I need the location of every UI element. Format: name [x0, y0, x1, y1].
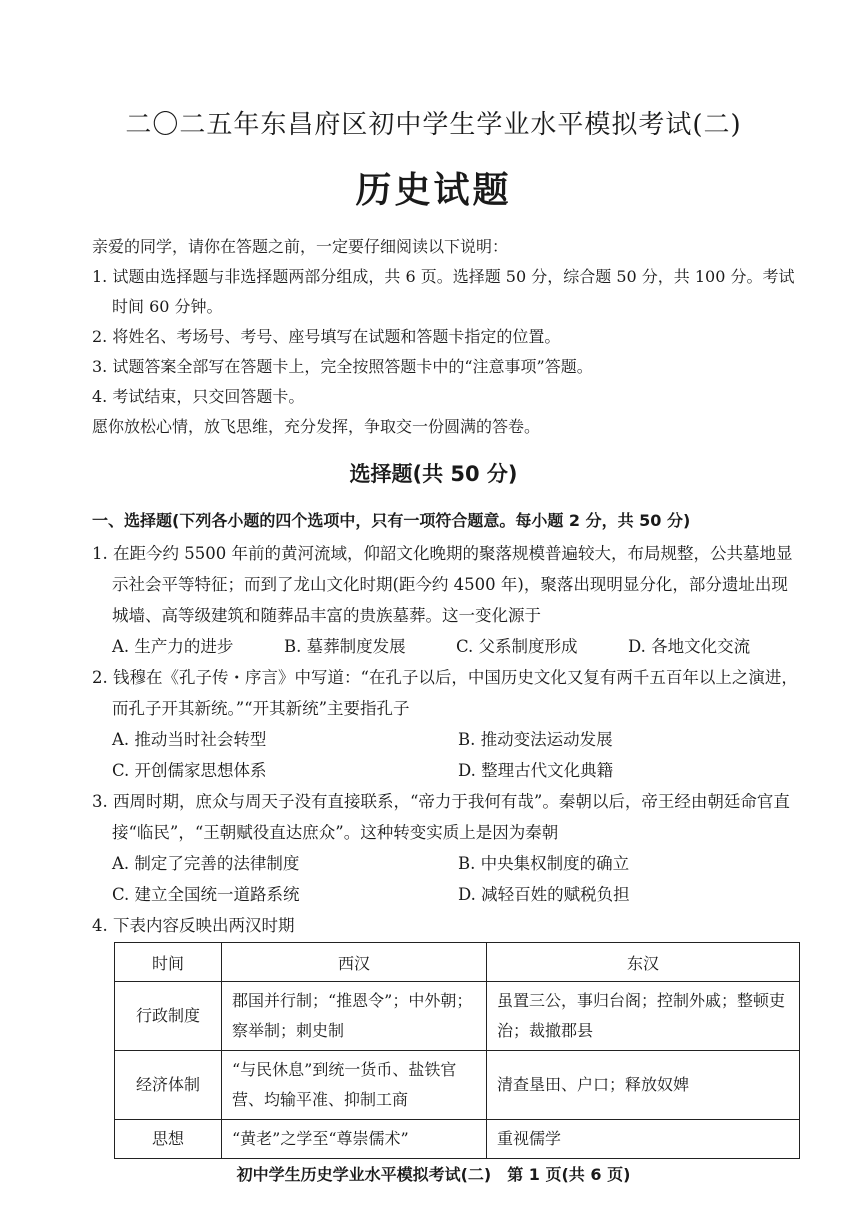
table-cell-line: 虽置三公，事归台阁；控制外戚；整顿吏	[497, 991, 786, 1010]
question-3-option-c: C. 建立全国统一道路系统	[112, 885, 300, 904]
instruction-item-4: 4. 考试结束，只交回答题卡。	[92, 387, 305, 406]
instruction-item-2: 2. 将姓名、考场号、考号、座号填写在试题和答题卡指定的位置。	[92, 327, 561, 346]
question-4-stem-line-1: 4. 下表内容反映出两汉时期	[92, 916, 295, 935]
part-heading: 一、选择题(下列各小题的四个选项中，只有一项符合题意。每小题 2 分，共 50 分)	[92, 511, 691, 530]
question-2-options-row-1	[92, 724, 804, 755]
page-footer: 初中学生历史学业水平模拟考试(二) 第 1 页(共 6 页)	[236, 1165, 631, 1184]
table-cell-line: 营、均输平准、抑制工商	[232, 1090, 409, 1109]
question-1-options	[92, 631, 804, 662]
question-1-option-a: A. 生产力的进步	[112, 637, 234, 656]
question-1-stem-line-2: 示社会平等特征；而到了龙山文化时期(距今约 4500 年)，聚落出现明显分化，部分遗址出现	[112, 575, 788, 594]
table-row	[115, 1051, 800, 1120]
question-2-option-a: A. 推动当时社会转型	[112, 730, 267, 749]
table-cell-line: 清查垦田、户口；释放奴婢	[497, 1075, 690, 1094]
question-3-option-a: A. 制定了完善的法律制度	[112, 854, 300, 873]
question-1-option-c: C. 父系制度形成	[456, 637, 578, 656]
question-3-options-row-2	[92, 879, 804, 910]
question-1-stem-line-3: 城墙、高等级建筑和随葬品丰富的贵族墓葬。这一变化源于	[112, 606, 541, 625]
question-1-option-b: B. 墓葬制度发展	[284, 637, 406, 656]
table-cell-line: “黄老”之学至“尊崇儒术”	[232, 1129, 409, 1148]
table-cell-eastern	[487, 1051, 800, 1120]
instructions-intro: 亲爱的同学，请你在答题之前，一定要仔细阅读以下说明：	[92, 237, 509, 256]
question-3	[92, 786, 804, 910]
question-3-option-d: D. 减轻百姓的赋税负担	[458, 885, 630, 904]
instruction-item-1-continued: 时间 60 分钟。	[112, 297, 223, 316]
table-row	[115, 982, 800, 1051]
section-title: 选择题(共 50 分)	[349, 462, 518, 486]
question-3-stem-line-2: 接“临民”，“王朝赋役直达庶众”。这种转变实质上是因为秦朝	[112, 823, 559, 842]
table-row-label: 思想	[115, 1120, 222, 1159]
table-header-eastern-han: 东汉	[487, 943, 800, 982]
instruction-item-3: 3. 试题答案全部写在答题卡上，完全按照答题卡中的“注意事项”答题。	[92, 357, 593, 376]
table-cell-western	[222, 1120, 487, 1159]
question-1-option-d: D. 各地文化交流	[628, 637, 751, 656]
table-cell-eastern	[487, 982, 800, 1051]
question-2	[92, 662, 804, 786]
question-1	[92, 538, 804, 662]
question-3-stem-line-1: 3. 西周时期，庶众与周天子没有直接联系，“帝力于我何有哉”。秦朝以后，帝王经由朝廷命官直	[92, 792, 790, 811]
instructions	[92, 232, 812, 442]
table-cell-line: 治；裁撤郡县	[497, 1021, 594, 1040]
question-1-stem-line-1: 1. 在距今约 5500 年前的黄河流域，仰韶文化晚期的聚落规模普遍较大，布局规整，公共墓地显	[92, 544, 793, 563]
table-row-label: 经济体制	[115, 1051, 222, 1120]
question-2-option-d: D. 整理古代文化典籍	[458, 761, 614, 780]
instruction-item-1: 1. 试题由选择题与非选择题两部分组成，共 6 页。选择题 50 分，综合题 50 分，共 100 分。考试	[92, 267, 795, 286]
question-2-options-row-2	[92, 755, 804, 786]
table-header-western-han: 西汉	[222, 943, 487, 982]
question-3-option-b: B. 中央集权制度的确立	[458, 854, 630, 873]
instructions-closing: 愿你放松心情，放飞思维，充分发挥，争取交一份圆满的答卷。	[92, 417, 541, 436]
question-4	[92, 910, 804, 941]
table-cell-line: 察举制；刺史制	[232, 1021, 345, 1040]
table-cell-line: “与民休息”到统一货币、盐铁官	[232, 1060, 457, 1079]
question-2-option-b: B. 推动变法运动发展	[458, 730, 613, 749]
table-cell-line: 重视儒学	[497, 1129, 562, 1148]
question-list	[92, 538, 804, 941]
subject-title: 历史试题	[355, 169, 512, 211]
table-row-label: 行政制度	[115, 982, 222, 1051]
question-3-options-row-1	[92, 848, 804, 879]
table-cell-western	[222, 1051, 487, 1120]
question-2-stem-line-1: 2. 钱穆在《孔子传・序言》中写道：“在孔子以后，中国历史文化又复有两千五百年以上之演进，	[92, 668, 798, 687]
table-cell-line: 郡国并行制；“推恩令”；中外朝；	[232, 991, 473, 1010]
table-cell-western	[222, 982, 487, 1051]
han-dynasty-table	[114, 942, 800, 1159]
table-row	[115, 1120, 800, 1159]
exam-title: 二〇二五年东昌府区初中学生学业水平模拟考试(二)	[125, 110, 742, 140]
question-2-option-c: C. 开创儒家思想体系	[112, 761, 267, 780]
question-2-stem-line-2: 而孔子开其新统。”“开其新统”主要指孔子	[112, 699, 410, 718]
table-cell-eastern	[487, 1120, 800, 1159]
table-header-time: 时间	[115, 943, 222, 982]
table-header-row	[115, 943, 800, 982]
